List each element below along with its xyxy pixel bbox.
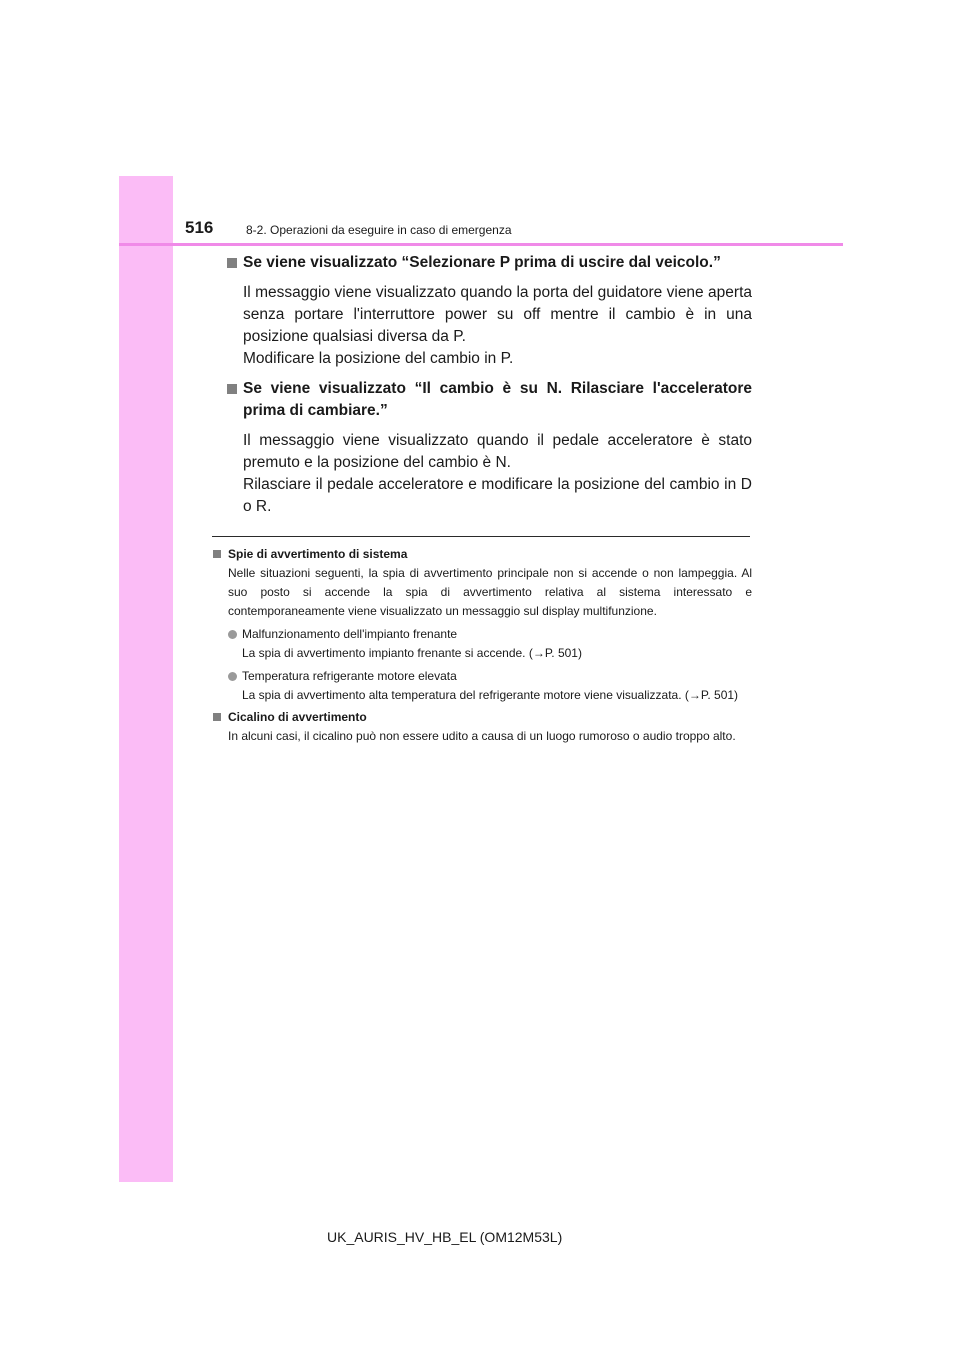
section-title: 8-2. Operazioni da eseguire in caso di emergenza [246,223,512,237]
list-item [212,625,752,663]
chapter-tab-sidebar [119,176,173,1182]
list-item-text: La spia di avvertimento impianto frenante si accende. (→P. 501) [242,646,582,660]
square-bullet-icon [213,550,221,558]
document-code-footer: UK_AURIS_HV_HB_EL (OM12M53L) [327,1229,563,1245]
section-paragraph: Il messaggio viene visualizzato quando la porta del guidatore viene aperta senza portare l'interruttore power su off mentre il cambio è in una posizione qualsiasi diversa da P. [243,284,752,345]
note-warning-lights [212,546,752,705]
notes-divider [212,536,750,537]
list-item [212,667,752,705]
section-heading: Se viene visualizzato “Selezionare P prima di uscire dal veicolo.” [212,252,752,274]
main-content [212,252,752,746]
note-heading: Cicalino di avvertimento [212,709,752,725]
header-rule [119,243,843,246]
section-paragraph: Il messaggio viene visualizzato quando il pedale acceleratore è stato premuto e la posizione del cambio è N. [243,432,752,471]
round-bullet-icon [228,672,237,681]
square-bullet-icon [213,713,221,721]
square-bullet-icon [227,384,237,394]
note-text: In alcuni casi, il cicalino può non essere udito a causa di un luogo rumoroso o audio troppo alto. [228,729,736,743]
list-item-title: Malfunzionamento dell'impianto frenante [242,627,458,641]
round-bullet-icon [228,630,237,639]
list-item-title: Temperatura refrigerante motore elevata [242,669,457,683]
note-buzzer [212,709,752,746]
section-heading: Se viene visualizzato “Il cambio è su N. Rilasciare l'acceleratore prima di cambiare.” [212,378,752,422]
section-paragraph: Rilasciare il pedale acceleratore e modificare la posizione del cambio in D o R. [243,476,752,515]
list-item-text: La spia di avvertimento alta temperatura del refrigerante motore viene visualizzata. (→P. 501) [242,688,739,702]
square-bullet-icon [227,258,237,268]
note-heading: Spie di avvertimento di sistema [212,546,752,562]
page-number: 516 [185,218,214,237]
section-paragraph: Modificare la posizione del cambio in P. [243,350,514,367]
note-text: Nelle situazioni seguenti, la spia di avvertimento principale non si accende o non lampeggia. Al suo posto si accende la spia di avvertimento relativa al sistema interessato e contemporaneamente viene visualizzato un messaggio sul display multifunzione. [228,566,752,618]
message-section [212,252,752,370]
message-section [212,378,752,518]
